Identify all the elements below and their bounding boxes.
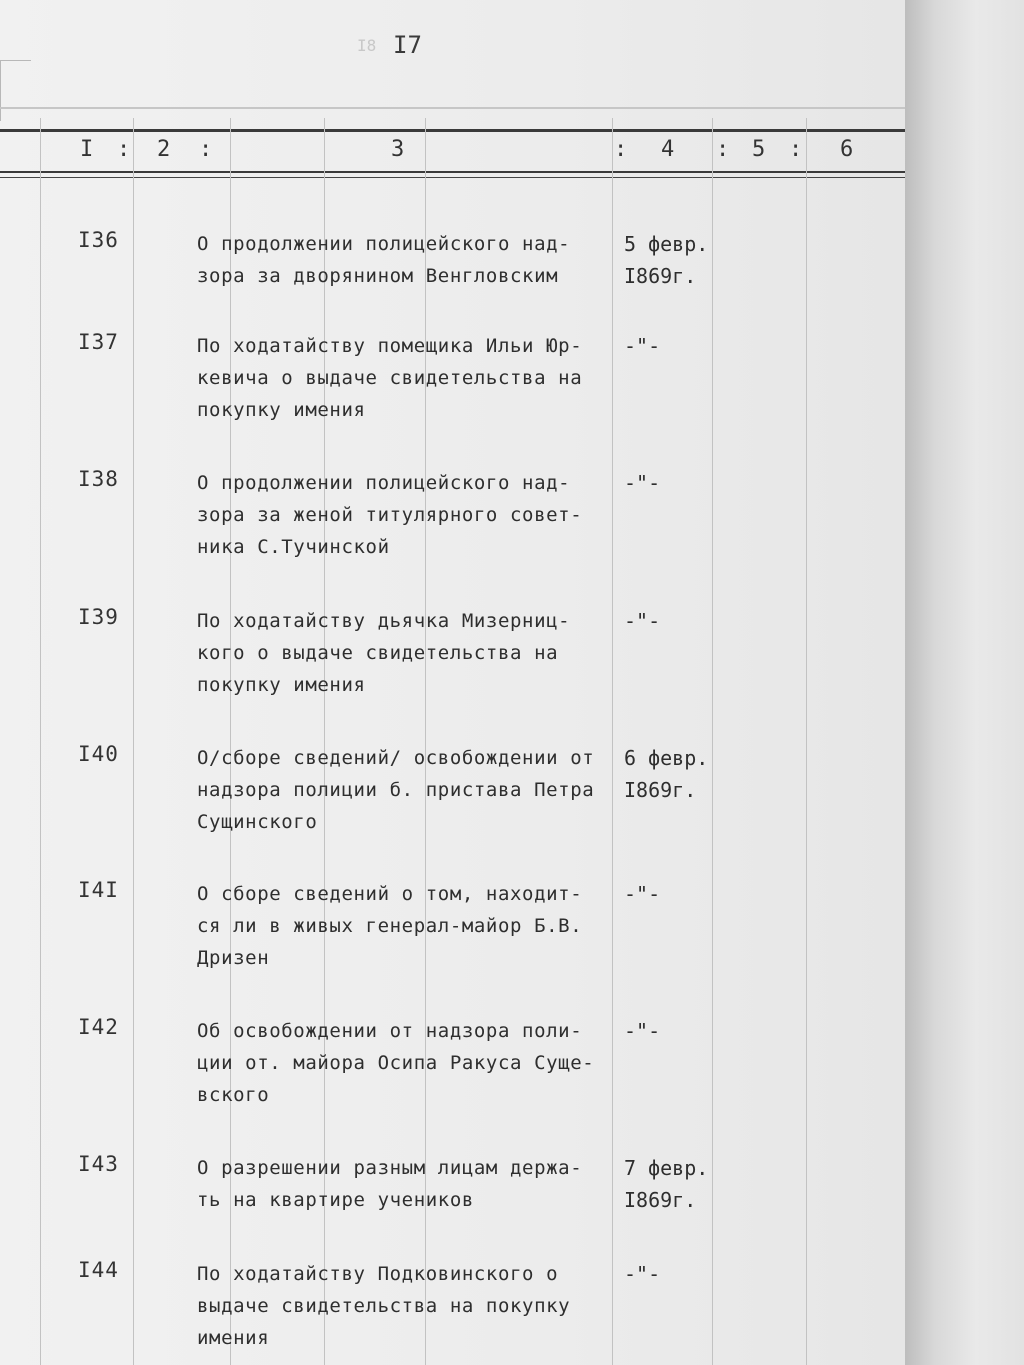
entry-title: О/сборе сведений/ освобождении от надзора полиции б. пристава Петра Сущинского (197, 747, 595, 833)
entry-number: I40 (78, 742, 119, 766)
column-header-sep: : (789, 137, 803, 162)
header-bottom-rule-thin (0, 177, 905, 178)
entry-date: -"- (624, 1019, 661, 1043)
entry-number: I4I (78, 878, 119, 902)
entry-date: -"- (624, 1262, 661, 1286)
entry-number: I38 (78, 467, 119, 491)
entry-date: -"- (624, 471, 661, 495)
column-header-sep: : (716, 137, 730, 162)
column-header-row (0, 137, 905, 167)
entry-title: По ходатайству Подковинского о выдаче свидетельства на покупку имения (197, 1263, 571, 1349)
entry-date: -"- (624, 334, 661, 358)
entry-number: I39 (78, 605, 119, 629)
entry-number: I43 (78, 1152, 119, 1176)
column-header-sep: : (117, 137, 131, 162)
page-number-bleed-through: I8 (357, 36, 377, 55)
header-top-rule (0, 129, 905, 132)
column-header-2: 2 (157, 137, 171, 162)
entry-number: I36 (78, 228, 119, 252)
entry-date: 5 февр. I869г. (624, 232, 709, 288)
entry-date: 7 февр. I869г. (624, 1156, 709, 1212)
entry-number: I44 (78, 1258, 119, 1282)
column-divider (40, 118, 41, 1365)
entry-date: -"- (624, 609, 661, 633)
column-header-sep: : (199, 137, 213, 162)
entry-date: 6 февр. I869г. (624, 746, 709, 802)
entry-title: Об освобождении от надзора поли- ции от. майора Осипа Ракуса Суще- вского (197, 1020, 595, 1106)
entry-number: I37 (78, 330, 119, 354)
column-header-1: I (80, 137, 94, 162)
column-header-3: 3 (391, 137, 405, 162)
page-edge-shadow (905, 0, 1024, 1365)
column-divider (133, 118, 134, 1365)
column-header-5: 5 (752, 137, 766, 162)
column-header-4: 4 (661, 137, 675, 162)
entry-title: О сборе сведений о том, находит- ся ли в живых генерал-майор Б.В. Дризен (197, 883, 583, 969)
entry-date: -"- (624, 882, 661, 906)
entry-title: О продолжении полицейского над- зора за женой титулярного совет- ника С.Тучинской (197, 472, 583, 558)
entry-title: По ходатайству помещика Ильи Юр- кевича о выдаче свидетельства на покупку имения (197, 335, 583, 421)
entry-title: По ходатайству дьячка Мизерниц- кого о выдаче свидетельства на покупку имения (197, 610, 571, 696)
entry-number: I42 (78, 1015, 119, 1039)
ghost-rule (0, 107, 905, 109)
header-bottom-rule (0, 171, 905, 173)
entry-title: О продолжении полицейского над- зора за дворянином Венгловским (197, 233, 571, 287)
entry-title: О разрешении разным лицам держа- ть на квартире учеников (197, 1157, 583, 1211)
page-number: I7 (393, 31, 422, 59)
underlying-page-edge (0, 60, 31, 121)
column-header-sep: : (614, 137, 628, 162)
column-header-6: 6 (840, 137, 854, 162)
column-divider (806, 118, 807, 1365)
